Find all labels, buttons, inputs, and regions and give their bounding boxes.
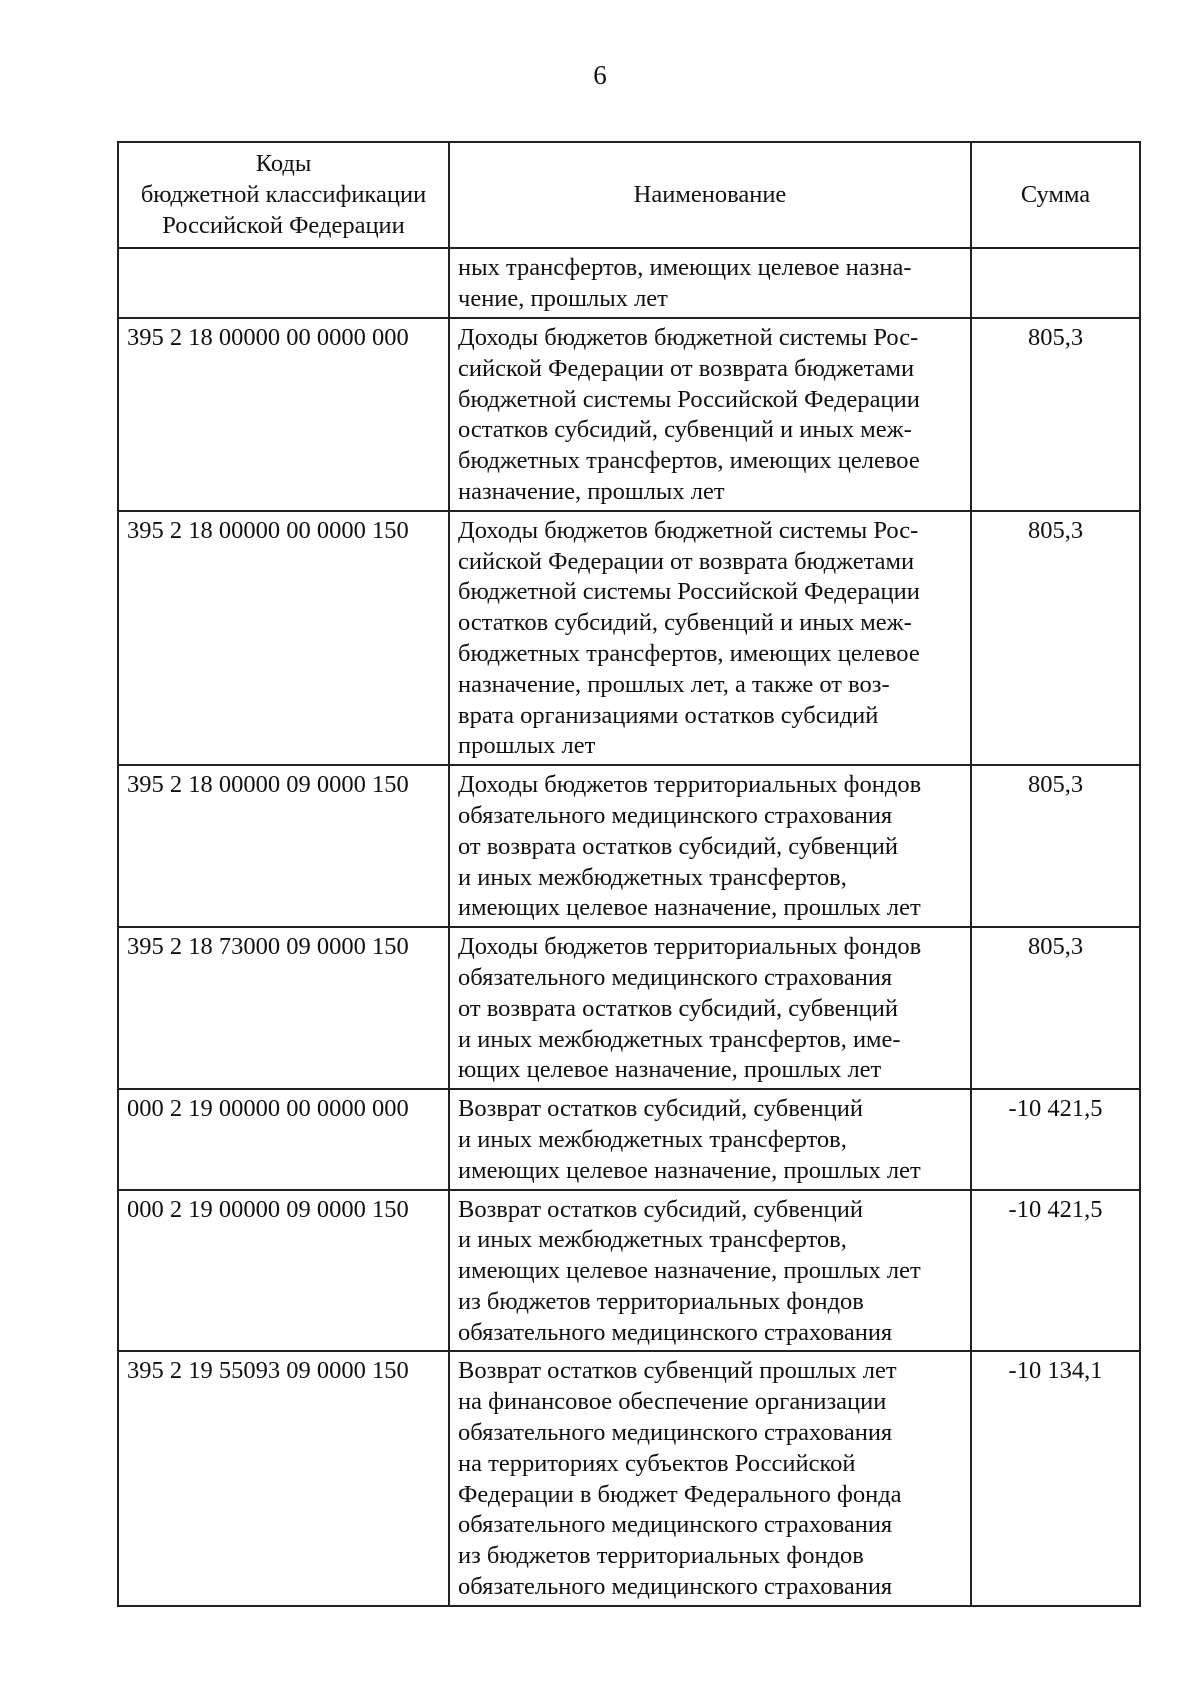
header-codes-line: бюджетной классификации (140, 180, 427, 208)
item-sum: 805,3 (971, 765, 1140, 927)
table-row (118, 1190, 1140, 1352)
classification-code: 000 2 19 00000 09 0000 150 (118, 1190, 449, 1352)
item-name (449, 1089, 971, 1189)
item-sum: -10 134,1 (971, 1351, 1140, 1605)
item-name-line: Доходы бюджетов бюджетной системы Рос- (458, 516, 919, 544)
item-name-line: Доходы бюджетов бюджетной системы Рос- (458, 323, 919, 351)
item-name-line: обязательного медицинского страхования (458, 963, 893, 991)
item-sum: 805,3 (971, 511, 1140, 765)
item-name-line: и иных межбюджетных трансфертов, (458, 1226, 847, 1254)
item-name-line: Возврат остатков субсидий, субвенций (458, 1195, 864, 1223)
item-name (449, 1190, 971, 1352)
item-name-line: обязательного медицинского страхования (458, 1419, 893, 1447)
item-name-line: Возврат остатков субвенций прошлых лет (458, 1357, 897, 1385)
item-name-line: обязательного медицинского страхования (458, 801, 893, 829)
table-row (118, 1351, 1140, 1605)
item-name-line: обязательного медицинского страхования (458, 1573, 893, 1601)
item-name-line: остатков субсидий, субвенций и иных меж- (458, 609, 912, 637)
item-name-line: Федерации в бюджет Федерального фонда (458, 1480, 902, 1508)
classification-code: 395 2 18 73000 09 0000 150 (118, 927, 449, 1089)
item-name-line: ных трансфертов, имеющих целевое назна- (458, 254, 912, 282)
item-sum: 805,3 (971, 927, 1140, 1089)
header-codes (118, 142, 449, 248)
item-name-line: из бюджетов территориальных фондов (458, 1287, 864, 1315)
item-name-line: от возврата остатков субсидий, субвенций (458, 832, 898, 860)
page-number: 6 (593, 60, 607, 90)
item-name (449, 765, 971, 927)
item-name-line: и иных межбюджетных трансфертов, (458, 863, 847, 891)
item-sum: -10 421,5 (971, 1089, 1140, 1189)
item-name-line: Доходы бюджетов территориальных фондов (458, 771, 922, 799)
item-name-line: обязательного медицинского страхования (458, 1318, 893, 1346)
item-name-line: на территориях субъектов Российской (458, 1449, 856, 1477)
item-name-line: из бюджетов территориальных фондов (458, 1542, 864, 1570)
table-row (118, 927, 1140, 1089)
item-name-line: ющих целевое назначение, прошлых лет (458, 1056, 882, 1084)
item-name-line: назначение, прошлых лет (458, 477, 725, 505)
item-sum: 805,3 (971, 318, 1140, 511)
table-row (118, 511, 1140, 765)
item-name-line: бюджетных трансфертов, имеющих целевое (458, 447, 920, 475)
item-name-line: имеющих целевое назначение, прошлых лет (458, 1257, 921, 1285)
header-codes-line: Российской Федерации (162, 211, 405, 239)
item-name-line: прошлых лет (458, 732, 596, 760)
item-name-line: имеющих целевое назначение, прошлых лет (458, 1156, 921, 1184)
table-row (118, 1089, 1140, 1189)
item-name-line: остатков субсидий, субвенций и иных меж- (458, 416, 912, 444)
item-name-line: сийской Федерации от возврата бюджетами (458, 354, 915, 382)
item-name-line: назначение, прошлых лет, а также от воз- (458, 670, 890, 698)
table-body (118, 248, 1140, 1605)
table-row (118, 248, 1140, 318)
item-name-line: бюджетной системы Российской Федерации (458, 578, 920, 606)
classification-code: 395 2 18 00000 00 0000 000 (118, 318, 449, 511)
item-name (449, 318, 971, 511)
item-name-line: на финансовое обеспечение организации (458, 1388, 887, 1416)
item-name-line: Доходы бюджетов территориальных фондов (458, 933, 922, 961)
item-name-line: от возврата остатков субсидий, субвенций (458, 994, 898, 1022)
item-name (449, 1351, 971, 1605)
item-name-line: бюджетных трансфертов, имеющих целевое (458, 639, 920, 667)
item-sum (971, 248, 1140, 318)
item-sum: -10 421,5 (971, 1190, 1140, 1352)
item-name-line: врата организациями остатков субсидий (458, 701, 879, 729)
header-name: Наименование (449, 142, 971, 248)
header-sum: Сумма (971, 142, 1140, 248)
item-name-line: сийской Федерации от возврата бюджетами (458, 547, 915, 575)
item-name-line: чение, прошлых лет (458, 285, 668, 313)
table-row (118, 318, 1140, 511)
table-header-row (118, 142, 1140, 248)
budget-classification-table (117, 141, 1141, 1607)
item-name (449, 248, 971, 318)
classification-code: 395 2 19 55093 09 0000 150 (118, 1351, 449, 1605)
classification-code: 395 2 18 00000 00 0000 150 (118, 511, 449, 765)
item-name-line: и иных межбюджетных трансфертов, име- (458, 1025, 901, 1053)
header-codes-line: Коды (255, 150, 312, 177)
classification-code (118, 248, 449, 318)
item-name (449, 927, 971, 1089)
classification-code: 000 2 19 00000 00 0000 000 (118, 1089, 449, 1189)
item-name-line: бюджетной системы Российской Федерации (458, 385, 920, 413)
classification-code: 395 2 18 00000 09 0000 150 (118, 765, 449, 927)
item-name-line: Возврат остатков субсидий, субвенций (458, 1095, 864, 1123)
item-name (449, 511, 971, 765)
item-name-line: имеющих целевое назначение, прошлых лет (458, 894, 921, 922)
item-name-line: обязательного медицинского страхования (458, 1511, 893, 1539)
table-row (118, 765, 1140, 927)
item-name-line: и иных межбюджетных трансфертов, (458, 1125, 847, 1153)
